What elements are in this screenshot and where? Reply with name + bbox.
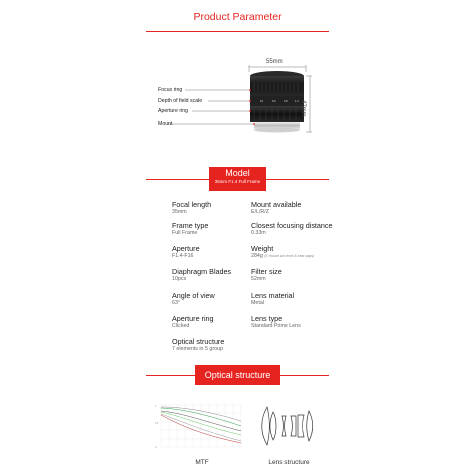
spec-label: Aperture xyxy=(172,244,200,253)
lens-structure-caption: Lens structure xyxy=(268,459,310,466)
spec-value: 10pcs xyxy=(172,276,187,282)
spec-aperture-ring xyxy=(172,314,214,329)
page-title: Product Parameter xyxy=(193,11,282,23)
spec-value: Clicked xyxy=(172,323,190,329)
callout-mount: Mount xyxy=(158,121,173,127)
spec-weight xyxy=(251,244,314,259)
title-underline xyxy=(146,31,329,32)
svg-text:1: 1 xyxy=(155,405,157,408)
callout-focus-ring: Focus ring xyxy=(158,87,183,93)
spec-label: Closest focusing distance xyxy=(251,221,333,230)
spec-value: Metal xyxy=(251,300,264,306)
spec-value: 0.33m xyxy=(251,230,266,236)
spec-diaphragm-blades xyxy=(172,267,231,282)
spec-label: Filter size xyxy=(251,267,282,276)
spec-lens-type xyxy=(251,314,301,329)
spec-label: Diaphragm Blades xyxy=(172,267,232,276)
optical-band-line-right xyxy=(280,375,329,376)
svg-text:16: 16 xyxy=(260,100,263,103)
model-subtitle: 35mm F1.4 Full Frame xyxy=(214,179,261,184)
svg-text:2.8: 2.8 xyxy=(284,100,288,103)
svg-text:1.4: 1.4 xyxy=(295,100,299,103)
callout-aperture-ring: Aperture ring xyxy=(158,108,188,114)
spec-value: F1.4-F16 xyxy=(172,253,194,259)
optical-structure-badge: Optical structure xyxy=(195,365,280,385)
mtf-chart xyxy=(153,401,248,451)
optical-band-line-left xyxy=(146,375,195,376)
svg-text:0: 0 xyxy=(155,446,157,449)
spec-value: 35mm xyxy=(172,209,187,215)
lens-structure-diagram xyxy=(258,401,318,451)
spec-value: Full Frame xyxy=(172,230,198,236)
spec-label: Lens type xyxy=(251,314,283,323)
svg-text:5.6: 5.6 xyxy=(272,100,276,103)
spec-angle-of-view xyxy=(172,291,215,306)
spec-frame-type xyxy=(172,221,208,236)
spec-value: E/L/R/Z xyxy=(251,209,269,215)
spec-aperture xyxy=(172,244,200,259)
model-band-line-right xyxy=(266,179,329,180)
spec-label: Focal length xyxy=(172,200,212,209)
spec-weight-note: (E mount w/o front & rear caps) xyxy=(264,254,315,258)
spec-label: Mount available xyxy=(251,200,302,209)
spec-filter-size xyxy=(251,267,282,282)
spec-lens-material xyxy=(251,291,294,306)
mtf-caption: MTF xyxy=(195,459,209,466)
model-band-line-left xyxy=(146,179,209,180)
spec-label: Weight xyxy=(251,244,274,253)
svg-text:0.5: 0.5 xyxy=(155,422,159,425)
mtf-graph xyxy=(153,401,248,451)
width-dimension: 55mm xyxy=(266,59,283,65)
spec-label: Angle of view xyxy=(172,291,215,300)
spec-focal-length xyxy=(172,200,211,215)
spec-label: Optical structure xyxy=(172,337,225,346)
model-badge xyxy=(209,167,266,191)
callout-depth-of-field: Depth of field scale xyxy=(158,98,203,104)
spec-optical-structure xyxy=(172,337,224,352)
model-title: Model xyxy=(225,168,250,178)
spec-weight-value: 284g xyxy=(251,253,263,259)
height-dimension: 47mm xyxy=(300,100,306,117)
spec-value xyxy=(251,253,314,259)
lens-elements-drawing xyxy=(258,401,318,451)
spec-value: 7 elements in 5 group xyxy=(172,346,223,352)
spec-label: Lens material xyxy=(251,291,295,300)
spec-mount-available xyxy=(251,200,301,215)
spec-value: 63° xyxy=(172,300,181,306)
spec-label: Frame type xyxy=(172,221,209,230)
spec-value: 52mm xyxy=(251,276,266,282)
spec-value: Standard Prime Lens xyxy=(251,323,301,329)
spec-closest-focus xyxy=(251,221,333,236)
spec-label: Aperture ring xyxy=(172,314,214,323)
lens-drawing xyxy=(150,52,330,142)
lens-diagram xyxy=(150,52,330,142)
